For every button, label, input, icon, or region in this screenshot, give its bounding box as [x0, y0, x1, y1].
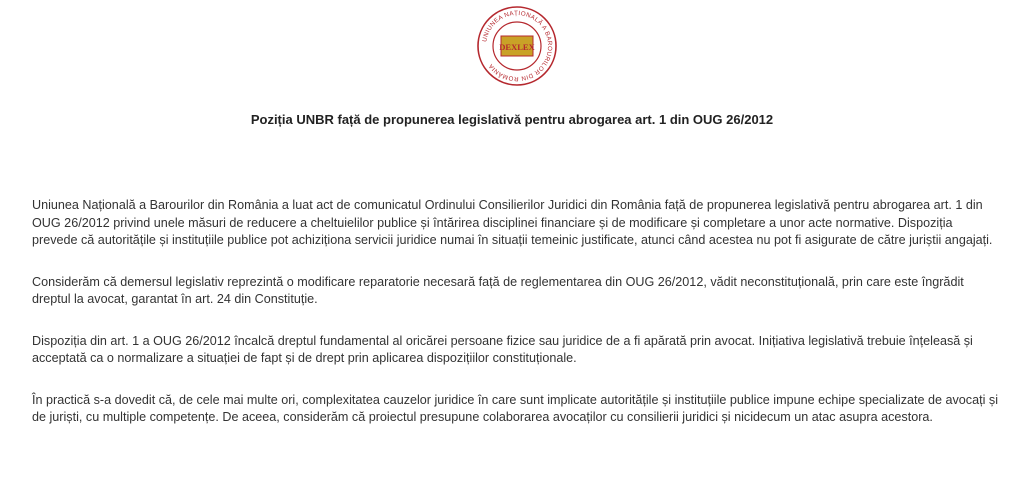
article-body [32, 197, 1000, 451]
unbr-seal-graphic [476, 5, 558, 87]
paragraph-1: Uniunea Națională a Barourilor din România a luat act de comunicatul Ordinului Consilierilor Juridici din România față de propunerea legislativă pentru abrogarea art. 1 din OUG 26/2012 privind unele măsuri de reducere a cheltuielilor publice și întărirea disciplinei financiare și de modificare și completare a unor acte normative. Dispoziția prevede că autoritățile și instituțiile publice pot achiziționa servicii juridice numai în situații temeinic justificate, atunci când acestea nu pot fi asigurate de către juriștii angajați. [32, 198, 993, 247]
seal-ring-text: UNIUNEA NAȚIONALĂ A BAROURILOR DIN ROMÂNIA [481, 9, 554, 83]
seal-center-text: DEXLEX [499, 42, 535, 52]
paragraph-3: Dispoziția din art. 1 a OUG 26/2012 încalcă dreptul fundamental al oricărei persoane fizice sau juridice de a fi apărată prin avocat. Inițiativa legislativă trebuie înțeleasă și acceptată ca o normalizare a situației de fapt și de drept prin aplicarea dispozițiilor constituționale. [32, 333, 973, 365]
paragraph-4: În practică s-a dovedit că, de cele mai multe ori, complexitatea cauzelor juridice în care sunt implicate autoritățile și instituțiile publice impune echipe specializate de avocați și de juriști, cu multiple competențe. De aceea, considerăm că proiectul presupune colaborarea avocaților cu consilierii juridici și nicidecum un atac asupra acestora. [32, 392, 998, 424]
paragraph-2: Considerăm că demersul legislativ reprezintă o modificare reparatorie necesară față de reglementarea din OUG 26/2012, vădit neconstituțională, prin care este îngrădit dreptul la avocat, garantat în art. 24 din Constituție. [32, 274, 964, 306]
unbr-seal-icon [476, 5, 558, 87]
page-title: Poziția UNBR față de propunerea legislativă pentru abrogarea art. 1 din OUG 26/2012 [250, 112, 774, 127]
